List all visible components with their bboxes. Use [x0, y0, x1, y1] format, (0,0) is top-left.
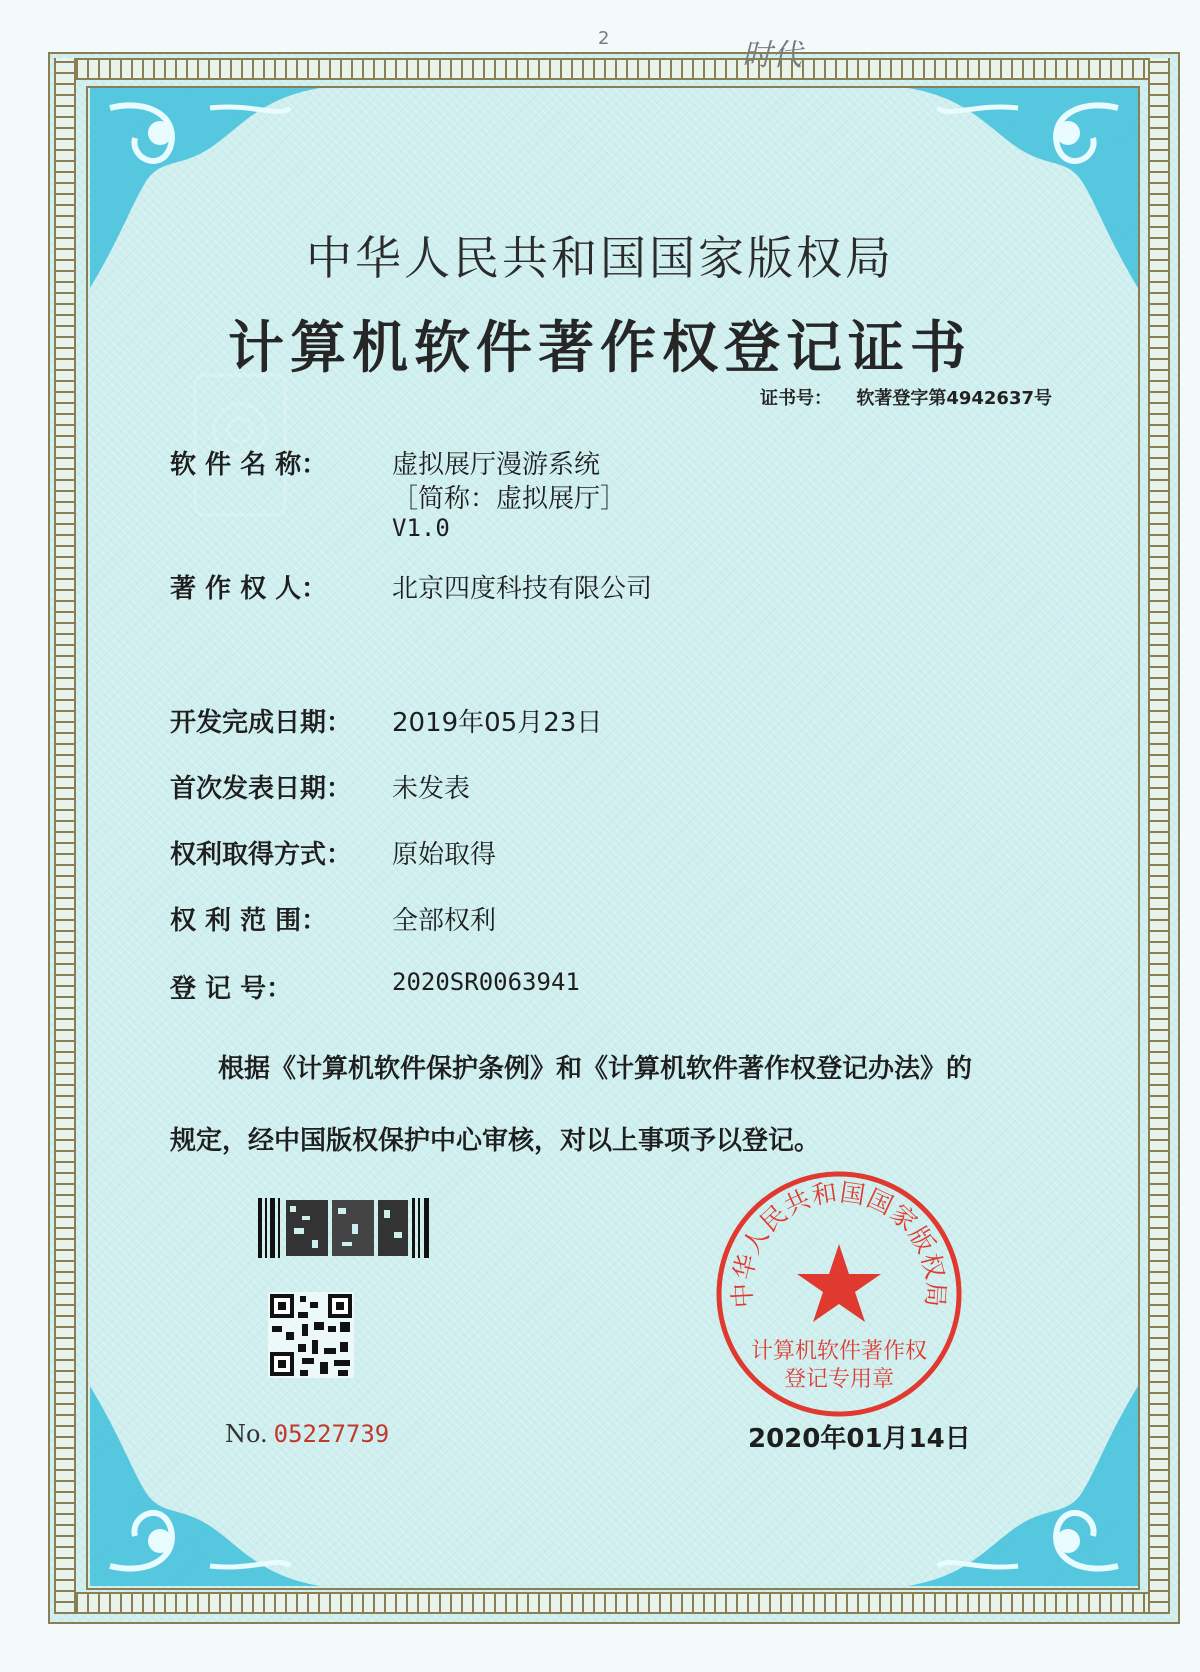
fret-border-left — [54, 58, 76, 1614]
fret-border-top — [54, 58, 1170, 80]
certificate-number — [760, 384, 1052, 410]
issuer-heading: 中华人民共和国国家版权局 — [306, 231, 894, 285]
field-label: 著 作 权 人： — [170, 574, 328, 604]
seal-star-icon — [797, 1244, 881, 1322]
copyright-holder-value: 北京四度科技有限公司 — [392, 574, 653, 604]
field-label: 首次发表日期： — [170, 774, 353, 804]
statement-line-1: 根据《计算机软件保护条例》和《计算机软件著作权登记办法》的 — [218, 1054, 973, 1084]
handwritten-mark: 2 — [598, 28, 610, 49]
field-label: 权利取得方式： — [170, 840, 353, 870]
serial-prefix: No. — [225, 1420, 268, 1448]
official-seal — [713, 1168, 965, 1420]
software-short-name: ［简称：虚拟展厅］ — [392, 484, 627, 514]
statement-line-2: 规定，经中国版权保护中心审核，对以上事项予以登记。 — [170, 1126, 821, 1156]
acquisition-method-value: 原始取得 — [392, 840, 497, 870]
certificate-number-label: 证书号： — [760, 388, 833, 409]
seal-center-line-1: 计算机软件著作权 — [750, 1339, 928, 1364]
registration-number-value: 2020SR0063941 — [392, 968, 580, 996]
fret-border-bottom — [54, 1592, 1170, 1614]
issue-date: 2020年01月14日 — [748, 1424, 971, 1454]
certificate-number-value: 软著登字第4942637号 — [856, 388, 1052, 409]
seal-ring-text: 中华人民共和国国家版权局 — [727, 1177, 951, 1309]
corner-ornament-bottom-left — [90, 1386, 320, 1586]
seal-center-line-2: 登记专用章 — [783, 1367, 895, 1392]
first-publication-value: 未发表 — [392, 774, 471, 804]
serial-number-value: 05227739 — [273, 1420, 390, 1448]
field-label: 开发完成日期： — [170, 708, 353, 738]
certificate-title: 计算机软件著作权登记证书 — [228, 315, 972, 381]
completion-date-value: 2019年05月23日 — [392, 708, 603, 738]
software-name-value: 虚拟展厅漫游系统 — [392, 450, 601, 480]
rights-scope-value: 全部权利 — [392, 906, 497, 936]
field-label: 软 件 名 称： — [170, 450, 328, 480]
barcode — [258, 1198, 430, 1258]
field-label: 登 记 号： — [170, 974, 293, 1004]
handwritten-note: 时代 — [742, 38, 802, 73]
qr-code — [268, 1292, 354, 1378]
field-label: 权 利 范 围： — [170, 906, 328, 936]
serial-number — [225, 1420, 389, 1448]
software-version: V1.0 — [392, 514, 450, 542]
fret-border-right — [1148, 58, 1170, 1614]
